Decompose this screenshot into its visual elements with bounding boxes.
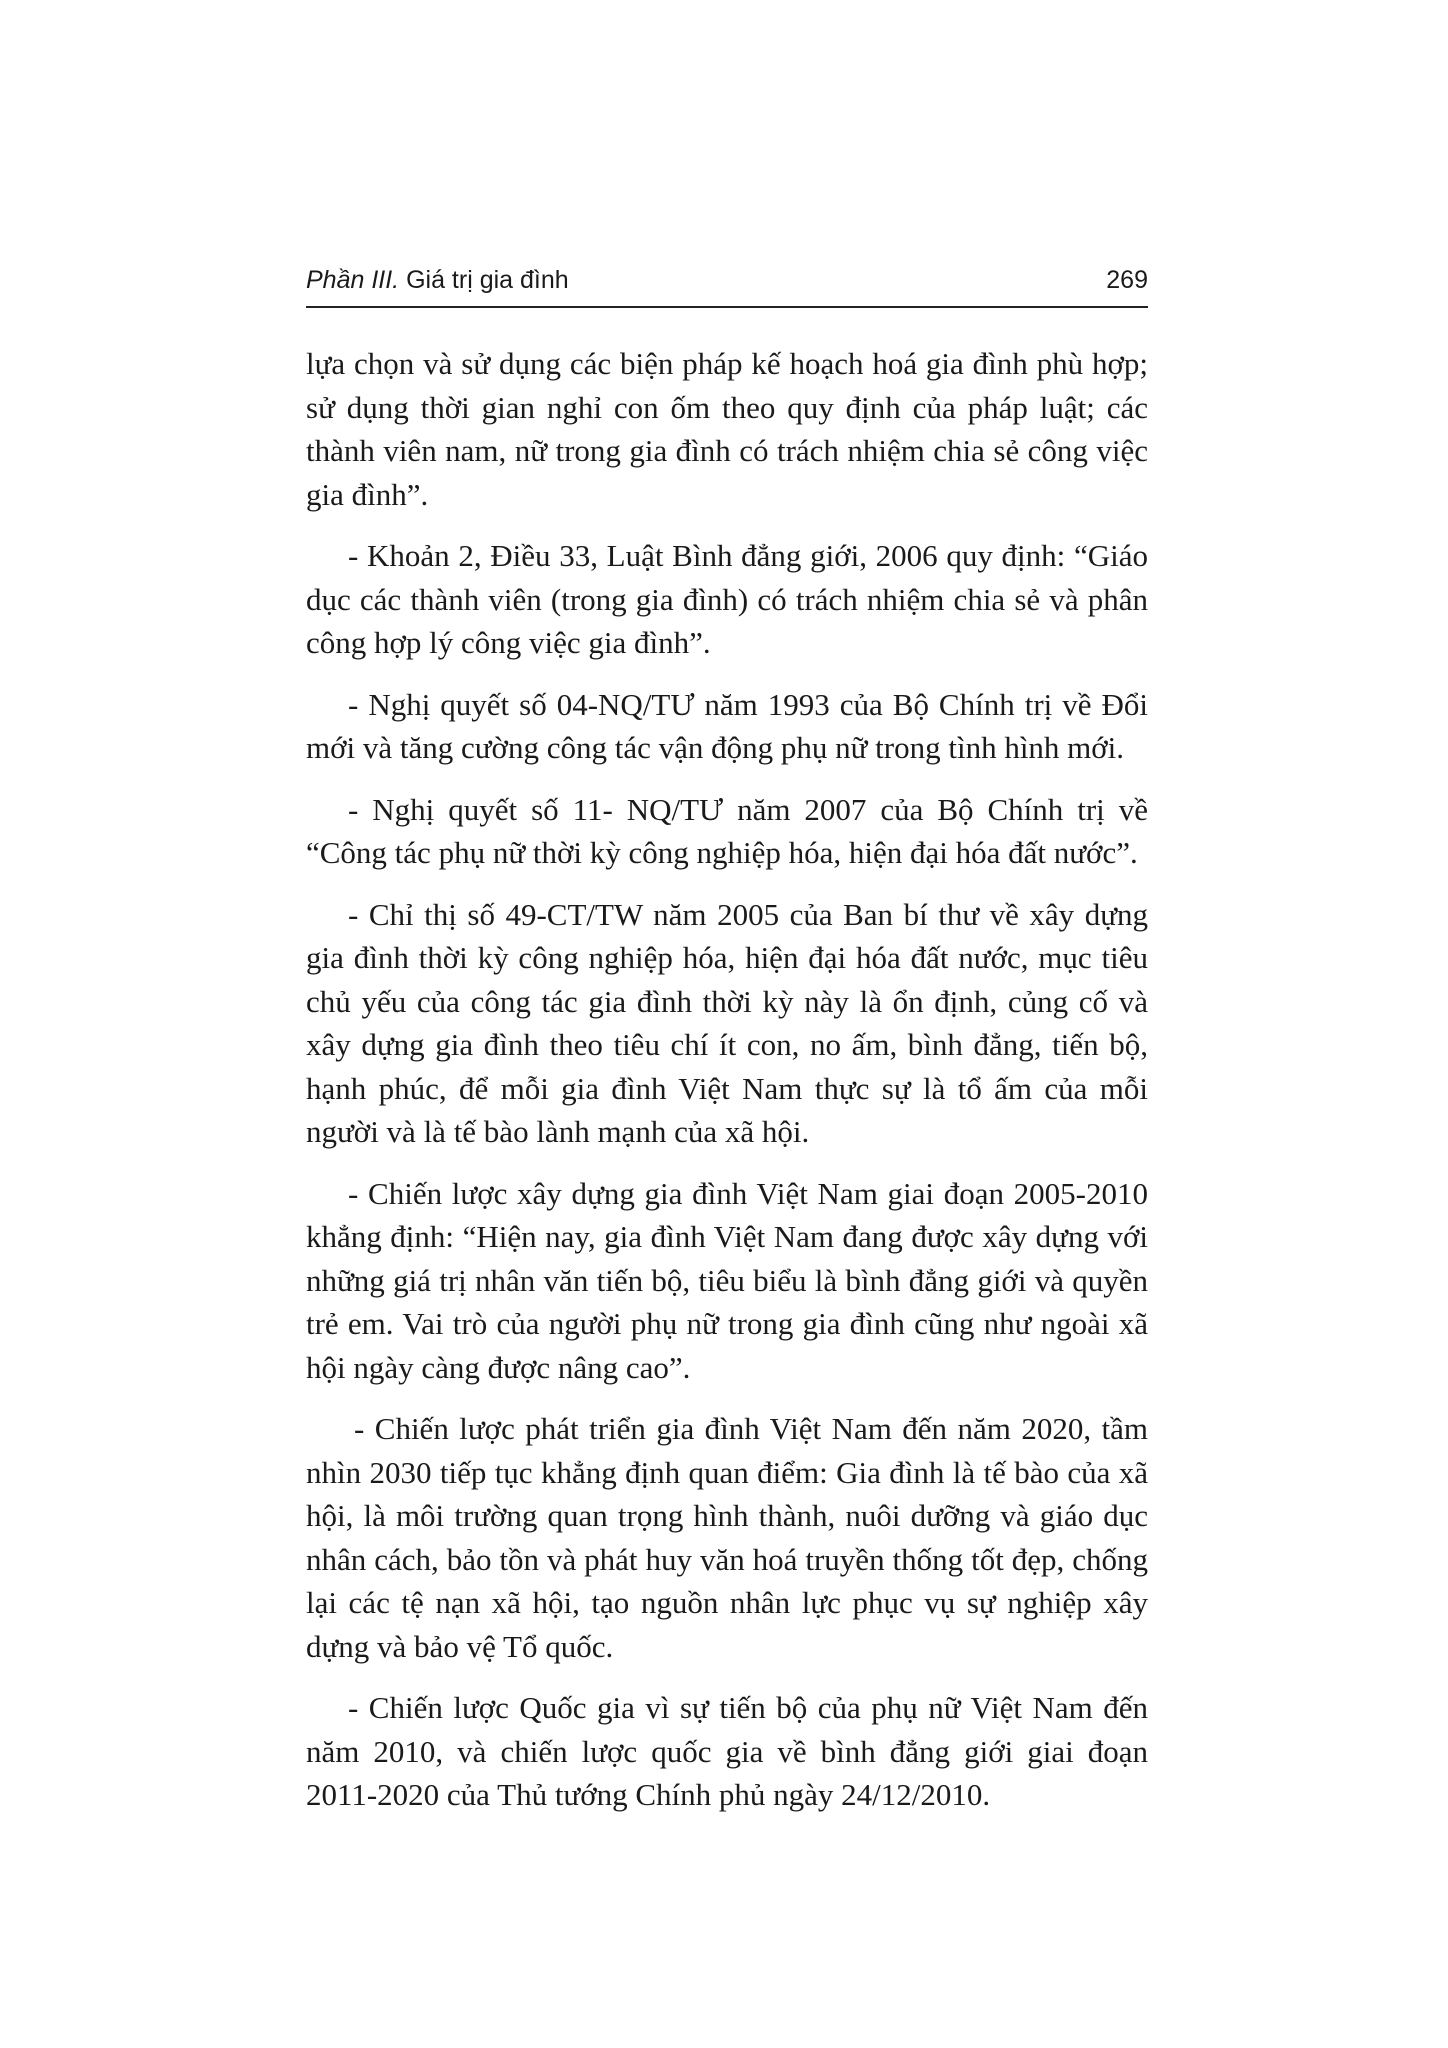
paragraph-continuation: lựa chọn và sử dụng các biện pháp kế hoạch hoá gia đình phù hợp; sử dụng thời gian nghỉ con ốm theo quy định của pháp luật; các thành viên nam, nữ trong gia đình có trách nhiệm chia sẻ công việc gia đình”. xyxy=(306,346,1148,512)
running-header xyxy=(306,262,1148,308)
paragraph-strategy-2005-2010: - Chiến lược xây dựng gia đình Việt Nam giai đoạn 2005-2010 khẳng định: “Hiện nay, gia đình Việt Nam đang được xây dựng với những giá trị nhân văn tiến bộ, tiêu biểu là bình đẳng giới và quyền trẻ em. Vai trò của người phụ nữ trong gia đình cũng như ngoài xã hội ngày càng được nâng cao”. xyxy=(306,1175,1148,1385)
paragraph-national-strategy: - Chiến lược Quốc gia vì sự tiến bộ của phụ nữ Việt Nam đến năm 2010, và chiến lược quốc gia về bình đẳng giới giai đoạn 2011-2020 của Thủ tướng Chính phủ ngày 24/12/2010. xyxy=(306,1690,1148,1812)
body-text xyxy=(306,342,1148,1835)
paragraph-resolution-04: - Nghị quyết số 04-NQ/TƯ năm 1993 của Bộ Chính trị về Đổi mới và tăng cường công tác vận động phụ nữ trong tình hình mới. xyxy=(306,686,1148,765)
paragraph-resolution-11: - Nghị quyết số 11- NQ/TƯ năm 2007 của Bộ Chính trị về “Công tác phụ nữ thời kỳ công nghiệp hóa, hiện đại hóa đất nước”. xyxy=(306,791,1148,870)
header-title-group xyxy=(306,262,569,298)
paragraph-strategy-2020: - Chiến lược phát triển gia đình Việt Nam đến năm 2020, tầm nhìn 2030 tiếp tục khẳng định quan điểm: Gia đình là tế bào của xã hội, là môi trường quan trọng hình thành, nuôi dưỡng và giáo dục nhân cách, bảo tồn và phát huy văn hoá truyền thống tốt đẹp, chống lại các tệ nạn xã hội, tạo nguồn nhân lực phục vụ sự nghiệp xây dựng và bảo vệ Tổ quốc. xyxy=(306,1411,1148,1664)
header-part-label: Phần III. xyxy=(306,266,400,294)
paragraph-directive-49: - Chỉ thị số 49-CT/TW năm 2005 của Ban bí thư về xây dựng gia đình thời kỳ công nghiệp hóa, hiện đại hóa đất nước, mục tiêu chủ yếu của công tác gia đình thời kỳ này là ổn định, củng cố và xây dựng gia đình theo tiêu chí ít con, no ấm, bình đẳng, tiến bộ, hạnh phúc, để mỗi gia đình Việt Nam thực sự là tổ ấm của mỗi người và là tế bào lành mạnh của xã hội. xyxy=(306,896,1148,1149)
header-section-title: Giá trị gia đình xyxy=(399,266,569,294)
page-number: 269 xyxy=(1106,266,1148,294)
paragraph-gender-equality-law: - Khoản 2, Điều 33, Luật Bình đẳng giới, 2006 quy định: “Giáo dục các thành viên (trong gia đình) có trách nhiệm chia sẻ và phân công hợp lý công việc gia đình”. xyxy=(306,538,1148,660)
